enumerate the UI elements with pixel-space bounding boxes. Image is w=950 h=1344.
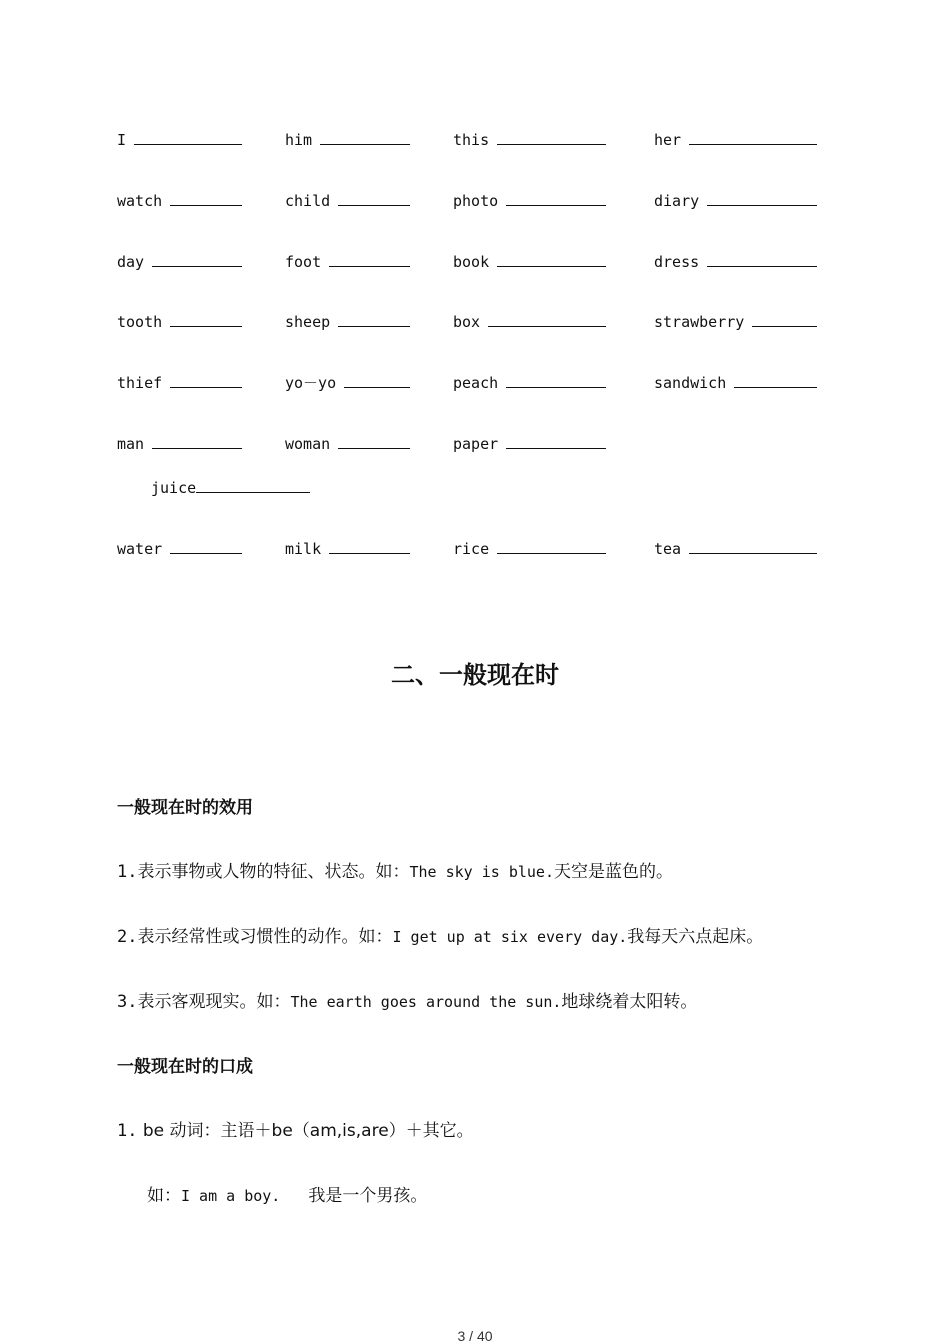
vocab-word: him (285, 131, 313, 149)
item-en: The earth goes around the sun. (290, 993, 562, 1011)
vocab-row (117, 250, 837, 272)
vocab-item (285, 371, 410, 393)
vocab-word: tooth (117, 313, 163, 331)
answer-blank[interactable] (506, 371, 606, 388)
item-en: The sky is blue. (409, 863, 554, 881)
vocab-item (285, 250, 410, 271)
vocab-item (453, 371, 606, 392)
vocab-word: child (285, 192, 331, 210)
answer-blank[interactable] (152, 432, 242, 449)
vocab-word: photo (453, 192, 499, 210)
answer-blank[interactable] (170, 537, 242, 554)
item-number: 1. (117, 862, 138, 882)
page-number: 3 / 40 (457, 1328, 493, 1344)
vocab-item (117, 189, 242, 210)
vocab-word: book (453, 253, 490, 271)
answer-blank[interactable] (488, 310, 606, 327)
answer-blank[interactable] (329, 250, 410, 267)
vocab-item (453, 189, 606, 210)
vocab-word: day (117, 253, 145, 271)
answer-blank[interactable] (689, 537, 817, 554)
answer-blank[interactable] (338, 310, 410, 327)
vocab-item (453, 432, 606, 453)
vocab-item (654, 128, 817, 149)
answer-blank[interactable] (170, 371, 242, 388)
item-en: I get up at six every day. (392, 928, 628, 946)
vocab-row (117, 537, 837, 559)
section-title: 二、一般现在时 (391, 661, 559, 689)
item-zh: 表示事物或人物的特征、状态。如： (137, 862, 410, 882)
vocab-item (285, 189, 410, 210)
vocab-word: paper (453, 435, 499, 453)
vocab-item (285, 537, 410, 558)
vocab-item (117, 128, 242, 149)
vocab-item (117, 310, 242, 331)
vocab-item (453, 128, 606, 149)
vocab-row (117, 371, 837, 393)
item-zh-translation: 地球绕着太阳转。 (561, 992, 698, 1012)
answer-blank[interactable] (152, 250, 242, 267)
item-number: 2. (117, 927, 138, 947)
example-zh: 我是一个男孩。 (308, 1186, 428, 1206)
answer-blank[interactable] (196, 476, 310, 493)
example-en: I am a boy. (181, 1187, 281, 1205)
item-zh: 表示客观现实。如： (137, 992, 291, 1012)
item-zh-translation: 我每天六点起床。 (627, 927, 764, 947)
example-prefix: 如： (147, 1186, 181, 1206)
vocab-item (654, 189, 817, 210)
usage-item-1 (117, 857, 673, 882)
answer-blank[interactable] (497, 537, 606, 554)
vocab-word: rice (453, 540, 490, 558)
vocab-word: foot (285, 253, 322, 271)
vocab-word: dress (654, 253, 700, 271)
answer-blank[interactable] (320, 128, 410, 145)
vocab-item (117, 371, 242, 392)
vocab-word: woman (285, 435, 331, 453)
vocab-word: thief (117, 374, 163, 392)
vocab-row (117, 310, 837, 332)
vocab-item (453, 310, 606, 331)
vocab-item (654, 371, 817, 392)
vocab-word: tea (654, 540, 682, 558)
vocab-word: man (117, 435, 145, 453)
answer-blank[interactable] (506, 189, 606, 206)
item-number: 3. (117, 992, 138, 1012)
answer-blank[interactable] (497, 250, 606, 267)
answer-blank[interactable] (689, 128, 817, 145)
form-heading: 一般现在时的口成 (117, 1057, 253, 1077)
answer-blank[interactable] (752, 310, 817, 327)
answer-blank[interactable] (329, 537, 410, 554)
item-zh: 表示经常性或习惯性的动作。如： (137, 927, 393, 947)
vocab-item (117, 537, 242, 558)
form-example (147, 1181, 427, 1206)
item-zh-translation: 天空是蓝色的。 (553, 862, 673, 882)
vocab-word: milk (285, 540, 322, 558)
vocab-item (654, 250, 817, 271)
answer-blank[interactable] (707, 250, 817, 267)
vocab-word: diary (654, 192, 700, 210)
vocab-word: watch (117, 192, 163, 210)
vocab-item (654, 310, 817, 331)
vocab-row (117, 189, 837, 211)
answer-blank[interactable] (497, 128, 606, 145)
answer-blank[interactable] (338, 432, 410, 449)
answer-blank[interactable] (170, 310, 242, 327)
vocab-word: peach (453, 374, 499, 392)
answer-blank[interactable] (506, 432, 606, 449)
usage-item-3 (117, 987, 697, 1012)
vocab-item (453, 250, 606, 271)
item-text: be 动词：主语＋be（am,is,are）＋其它。 (137, 1121, 474, 1141)
vocab-item (285, 128, 410, 149)
vocab-word: sheep (285, 313, 331, 331)
answer-blank[interactable] (170, 189, 242, 206)
answer-blank[interactable] (338, 189, 410, 206)
vocab-word: her (654, 131, 682, 149)
vocab-row (117, 128, 837, 150)
vocab-word: this (453, 131, 490, 149)
vocab-word: juice (151, 479, 197, 497)
vocab-item (151, 476, 310, 497)
usage-heading: 一般现在时的效用 (117, 798, 253, 818)
vocab-item (654, 537, 817, 558)
item-number: 1. (117, 1121, 138, 1141)
vocab-row-extra (151, 476, 871, 498)
answer-blank[interactable] (734, 371, 817, 388)
vocab-item (453, 537, 606, 558)
vocab-word: yo－yo (285, 374, 337, 392)
form-item-1 (117, 1116, 474, 1141)
vocab-word: water (117, 540, 163, 558)
vocab-word: sandwich (654, 374, 727, 392)
vocab-word: strawberry (654, 313, 745, 331)
vocab-word: box (453, 313, 481, 331)
vocab-row (117, 432, 837, 454)
answer-blank[interactable] (707, 189, 817, 206)
vocab-item (117, 432, 242, 453)
vocab-item (285, 310, 410, 331)
usage-item-2 (117, 922, 763, 947)
vocab-item (117, 250, 242, 271)
vocab-word: I (117, 131, 127, 149)
vocab-item (285, 432, 410, 453)
answer-blank[interactable] (344, 371, 410, 388)
answer-blank[interactable] (134, 128, 242, 145)
